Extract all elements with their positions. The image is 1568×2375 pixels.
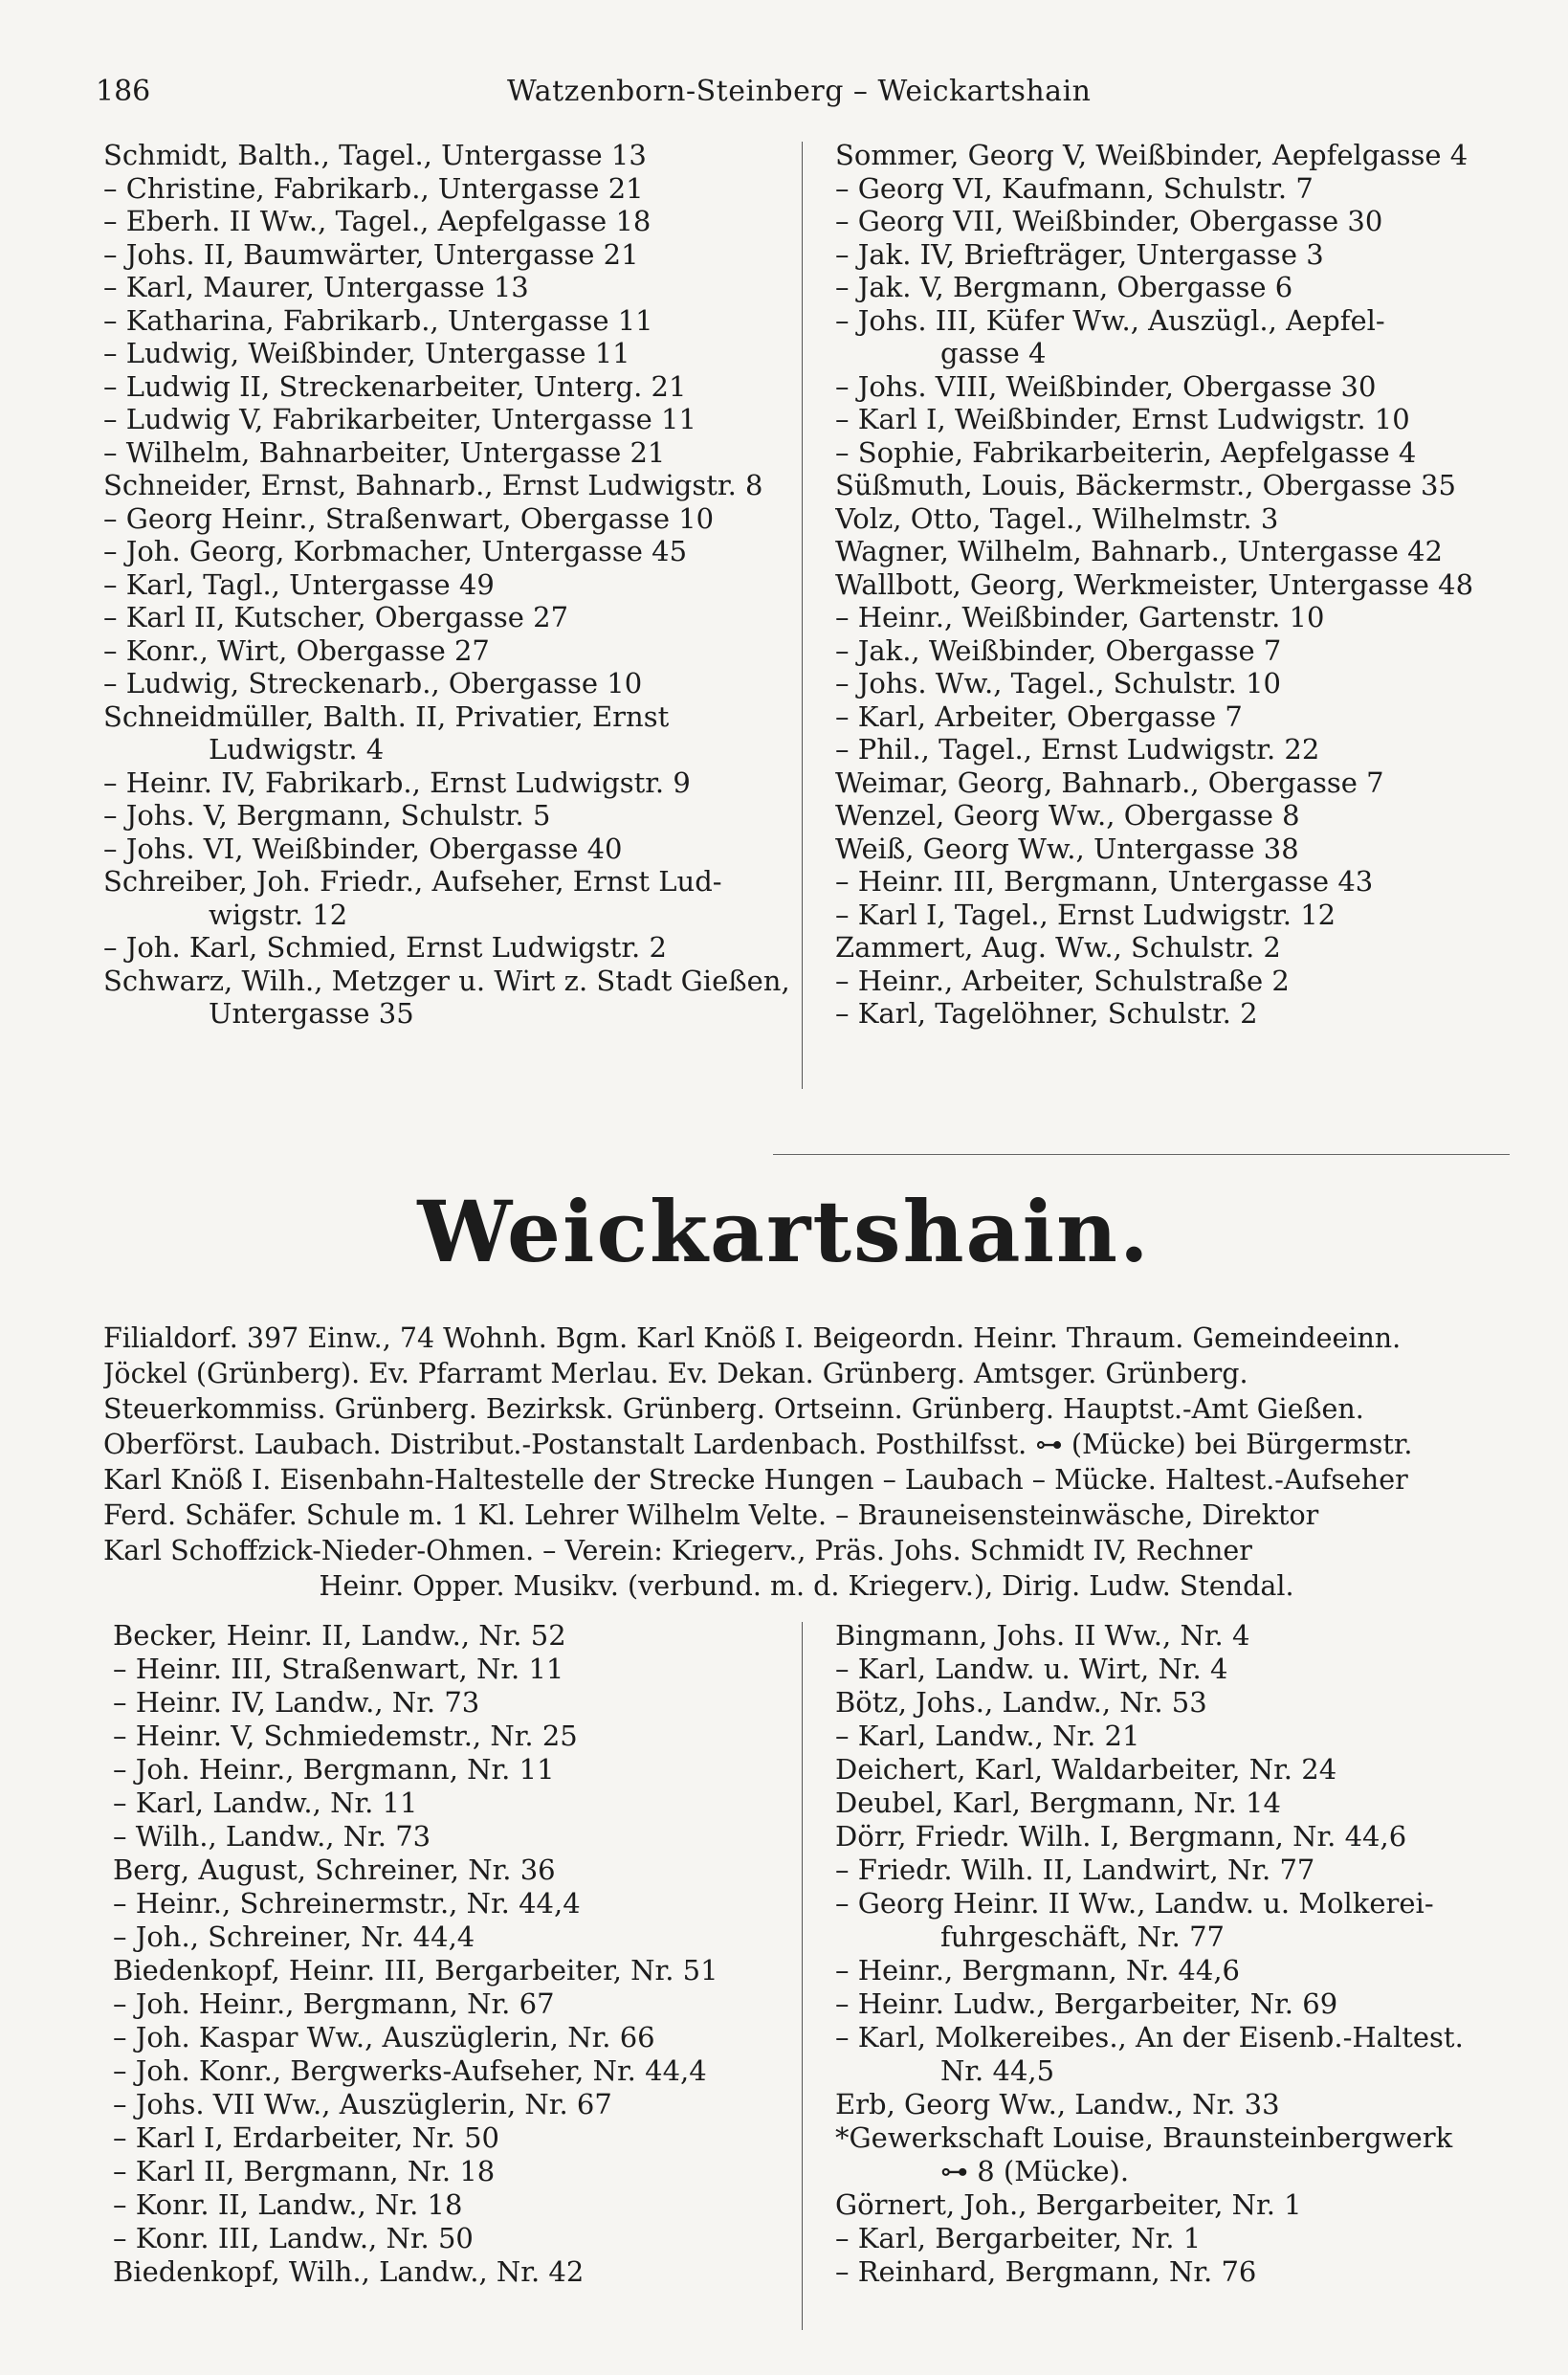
directory-entry-line: – Heinr. Ludw., Bergarbeiter, Nr. 69 [835, 1987, 1338, 2020]
directory-entry-line: – Georg Heinr. II Ww., Landw. u. Molkerei- [835, 1887, 1434, 1920]
directory-entry-line: Weimar, Georg, Bahnarb., Obergasse 7 [835, 766, 1384, 799]
bottom-left-column [113, 1619, 783, 2289]
directory-entry-line: Berg, August, Schreiner, Nr. 36 [113, 1853, 556, 1886]
directory-entry-line: – Ludwig II, Streckenarbeiter, Unterg. 21 [103, 369, 687, 403]
directory-entry-line: – Karl II, Bergmann, Nr. 18 [113, 2155, 496, 2187]
directory-entry-line: – Heinr., Arbeiter, Schulstraße 2 [835, 964, 1290, 997]
directory-entry-line: – Karl, Molkereibes., An der Eisenb.-Haltest. [835, 2021, 1464, 2053]
directory-entry-line: Wallbott, Georg, Werkmeister, Untergasse 48 [835, 567, 1474, 601]
section-heading: Weickartshain. [417, 1182, 1151, 1281]
intro-line: Jöckel (Grünberg). Ev. Pfarramt Merlau. Ev. Dekan. Grünberg. Amtsger. Grünberg. [103, 1358, 1248, 1389]
directory-entry-line: – Heinr. III, Bergmann, Untergasse 43 [835, 865, 1374, 898]
directory-entry-line: – Joh. Heinr., Bergmann, Nr. 67 [113, 1987, 555, 2020]
directory-entry-line: Deichert, Karl, Waldarbeiter, Nr. 24 [835, 1753, 1337, 1786]
intro-line: Karl Knöß I. Eisenbahn-Haltestelle der Strecke Hungen – Laubach – Mücke. Haltest.-Aufseher [103, 1464, 1408, 1496]
directory-entry-line: Schmidt, Balth., Tagel., Untergasse 13 [103, 139, 647, 171]
directory-entry-line: – Wilh., Landw., Nr. 73 [113, 1820, 431, 1853]
directory-entry-line: Wenzel, Georg Ww., Obergasse 8 [835, 799, 1300, 832]
directory-entry-line: Görnert, Joh., Bergarbeiter, Nr. 1 [835, 2188, 1302, 2221]
intro-line: Ferd. Schäfer. Schule m. 1 Kl. Lehrer Wilhelm Velte. – Brauneisensteinwäsche, Direktor [103, 1499, 1319, 1531]
column-divider-top [802, 142, 803, 1089]
directory-entry-line: – Phil., Tagel., Ernst Ludwigstr. 22 [835, 733, 1320, 766]
top-left-column [103, 139, 792, 1031]
section-rule [773, 1154, 1510, 1155]
directory-entry-line: Weiß, Georg Ww., Untergasse 38 [835, 832, 1299, 865]
directory-entry-line: – Heinr. IV, Landw., Nr. 73 [113, 1686, 480, 1719]
directory-entry-line: – Joh. Karl, Schmied, Ernst Ludwigstr. 2 [103, 931, 667, 964]
directory-entry-line: Schwarz, Wilh., Metzger u. Wirt z. Stadt Gießen, [103, 964, 790, 997]
directory-entry-line: – Karl, Arbeiter, Obergasse 7 [835, 699, 1243, 733]
directory-entry-line: – Friedr. Wilh. II, Landwirt, Nr. 77 [835, 1853, 1315, 1886]
directory-entry-line: – Joh. Heinr., Bergmann, Nr. 11 [113, 1753, 555, 1786]
directory-entry-line: ⊶ 8 (Mücke). [940, 2155, 1130, 2187]
directory-entry-line: wigstr. 12 [209, 898, 348, 931]
directory-entry-line: – Heinr., Schreinermstr., Nr. 44,4 [113, 1887, 581, 1920]
directory-entry-line: – Ludwig, Weißbinder, Untergasse 11 [103, 337, 630, 369]
directory-entry-line: – Karl I, Erdarbeiter, Nr. 50 [113, 2121, 499, 2154]
directory-entry-line: – Sophie, Fabrikarbeiterin, Aepfelgasse 4 [835, 435, 1417, 469]
intro-line: Heinr. Opper. Musikv. (verbund. m. d. Kriegerv.), Dirig. Ludw. Stendal. [319, 1570, 1294, 1602]
directory-entry-line: Untergasse 35 [209, 997, 414, 1030]
directory-entry-line: *Gewerkschaft Louise, Braunsteinbergwerk [835, 2121, 1453, 2154]
directory-entry-line: – Karl I, Tagel., Ernst Ludwigstr. 12 [835, 898, 1336, 931]
directory-entry-line: – Christine, Fabrikarb., Untergasse 21 [103, 171, 644, 205]
directory-entry-line: – Konr. III, Landw., Nr. 50 [113, 2222, 474, 2254]
directory-entry-line: Süßmuth, Louis, Bäckermstr., Obergasse 35 [835, 469, 1456, 501]
directory-entry-line: – Konr., Wirt, Obergasse 27 [103, 633, 490, 667]
directory-entry-line: – Joh., Schreiner, Nr. 44,4 [113, 1920, 475, 1953]
intro-line: Karl Schoffzick-Nieder-Ohmen. – Verein: Kriegerv., Präs. Johs. Schmidt IV, Rechner [103, 1535, 1252, 1566]
page-header [96, 65, 1512, 113]
directory-entry-line: Schreiber, Joh. Friedr., Aufseher, Ernst Lud- [103, 865, 722, 898]
directory-entry-line: – Joh. Kaspar Ww., Auszüglerin, Nr. 66 [113, 2021, 655, 2053]
directory-entry-line: – Georg VII, Weißbinder, Obergasse 30 [835, 205, 1383, 237]
directory-entry-line: – Karl, Landw., Nr. 11 [113, 1787, 418, 1819]
directory-entry-line: – Wilhelm, Bahnarbeiter, Untergasse 21 [103, 435, 666, 469]
directory-entry-line: Dörr, Friedr. Wilh. I, Bergmann, Nr. 44,6 [835, 1820, 1407, 1853]
directory-entry-line: Schneider, Ernst, Bahnarb., Ernst Ludwigstr. 8 [103, 469, 763, 501]
directory-entry-line: – Johs. III, Küfer Ww., Auszügl., Aepfel- [835, 303, 1385, 337]
bottom-right-column [835, 1619, 1524, 2289]
directory-entry-line: – Ludwig V, Fabrikarbeiter, Untergasse 11 [103, 403, 696, 435]
directory-entry-line: – Heinr. III, Straßenwart, Nr. 11 [113, 1653, 564, 1685]
directory-entry-line: – Ludwig, Streckenarb., Obergasse 10 [103, 667, 643, 699]
directory-entry-line: – Jak. IV, Briefträger, Untergasse 3 [835, 237, 1324, 271]
intro-line: Filialdorf. 397 Einw., 74 Wohnh. Bgm. Karl Knöß I. Beigeordn. Heinr. Thraum. Gemeindeeinn. [103, 1322, 1402, 1354]
directory-entry-line: Deubel, Karl, Bergmann, Nr. 14 [835, 1787, 1281, 1819]
directory-entry-line: Erb, Georg Ww., Landw., Nr. 33 [835, 2088, 1280, 2120]
directory-entry-line: – Heinr., Bergmann, Nr. 44,6 [835, 1954, 1240, 1987]
directory-entry-line: Wagner, Wilhelm, Bahnarb., Untergasse 42 [835, 535, 1444, 567]
directory-entry-line: Volz, Otto, Tagel., Wilhelmstr. 3 [835, 501, 1279, 535]
directory-entry-line: – Eberh. II Ww., Tagel., Aepfelgasse 18 [103, 205, 651, 237]
directory-entry-line: Bötz, Johs., Landw., Nr. 53 [835, 1686, 1207, 1719]
intro-line: Oberförst. Laubach. Distribut.-Postanstalt Lardenbach. Posthilfsst. ⊶ (Mücke) bei Bürgermstr. [103, 1429, 1413, 1460]
directory-entry-line: – Katharina, Fabrikarb., Untergasse 11 [103, 303, 653, 337]
directory-entry-line: – Johs. II, Baumwärter, Untergasse 21 [103, 237, 639, 271]
directory-entry-line: – Konr. II, Landw., Nr. 18 [113, 2188, 463, 2221]
directory-entry-line: – Johs. VI, Weißbinder, Obergasse 40 [103, 832, 623, 865]
directory-entry-line: Bingmann, Johs. II Ww., Nr. 4 [835, 1619, 1250, 1652]
directory-entry-line: fuhrgeschäft, Nr. 77 [940, 1920, 1225, 1953]
directory-entry-line: – Karl, Tagl., Untergasse 49 [103, 567, 495, 601]
directory-entry-line: – Joh. Konr., Bergwerks-Aufseher, Nr. 44,4 [113, 2054, 707, 2087]
directory-entry-line: – Karl, Bergarbeiter, Nr. 1 [835, 2222, 1202, 2254]
directory-entry-line: – Johs. Ww., Tagel., Schulstr. 10 [835, 667, 1281, 699]
municipality-intro [103, 1321, 1510, 1604]
directory-entry-line: – Heinr., Weißbinder, Gartenstr. 10 [835, 601, 1325, 633]
directory-entry-line: Nr. 44,5 [940, 2054, 1055, 2087]
directory-entry-line: – Karl, Maurer, Untergasse 13 [103, 271, 529, 303]
directory-entry-line: gasse 4 [940, 337, 1047, 369]
directory-entry-line: – Heinr. IV, Fabrikarb., Ernst Ludwigstr. 9 [103, 766, 691, 799]
directory-entry-line: – Karl, Landw., Nr. 21 [835, 1720, 1140, 1752]
running-title: Watzenborn-Steinberg – Weickartshain [507, 75, 1092, 108]
directory-entry-line: – Jak., Weißbinder, Obergasse 7 [835, 633, 1282, 667]
directory-entry-line: – Johs. VIII, Weißbinder, Obergasse 30 [835, 369, 1377, 403]
directory-entry-line: Biedenkopf, Heinr. III, Bergarbeiter, Nr. 51 [113, 1954, 718, 1987]
column-divider-bottom [802, 1622, 803, 2330]
page-number: 186 [96, 75, 151, 108]
directory-entry-line: – Karl II, Kutscher, Obergasse 27 [103, 601, 569, 633]
directory-entry-line: – Georg Heinr., Straßenwart, Obergasse 10 [103, 501, 715, 535]
directory-entry-line: – Jak. V, Bergmann, Obergasse 6 [835, 271, 1293, 303]
directory-entry-line: Zammert, Aug. Ww., Schulstr. 2 [835, 931, 1281, 964]
directory-entry-line: – Karl, Landw. u. Wirt, Nr. 4 [835, 1653, 1228, 1685]
directory-entry-line: Becker, Heinr. II, Landw., Nr. 52 [113, 1619, 566, 1652]
directory-entry-line: – Johs. VII Ww., Auszüglerin, Nr. 67 [113, 2088, 612, 2120]
directory-entry-line: Schneidmüller, Balth. II, Privatier, Ernst [103, 699, 670, 733]
intro-line: Steuerkommiss. Grünberg. Bezirksk. Grünberg. Ortseinn. Grünberg. Hauptst.-Amt Gießen. [103, 1393, 1364, 1425]
directory-entry-line: Biedenkopf, Wilh., Landw., Nr. 42 [113, 2255, 585, 2288]
directory-entry-line: – Johs. V, Bergmann, Schulstr. 5 [103, 799, 551, 832]
directory-entry-line: – Georg VI, Kaufmann, Schulstr. 7 [835, 171, 1314, 205]
directory-entry-line: – Karl I, Weißbinder, Ernst Ludwigstr. 10 [835, 403, 1410, 435]
directory-entry-line: – Reinhard, Bergmann, Nr. 76 [835, 2255, 1257, 2288]
directory-entry-line: – Joh. Georg, Korbmacher, Untergasse 45 [103, 535, 688, 567]
directory-entry-line: – Heinr. V, Schmiedemstr., Nr. 25 [113, 1720, 578, 1752]
top-right-column [835, 139, 1524, 1031]
directory-entry-line: Ludwigstr. 4 [209, 733, 385, 766]
directory-entry-line: – Karl, Tagelöhner, Schulstr. 2 [835, 997, 1258, 1030]
directory-entry-line: Sommer, Georg V, Weißbinder, Aepfelgasse 4 [835, 139, 1469, 171]
